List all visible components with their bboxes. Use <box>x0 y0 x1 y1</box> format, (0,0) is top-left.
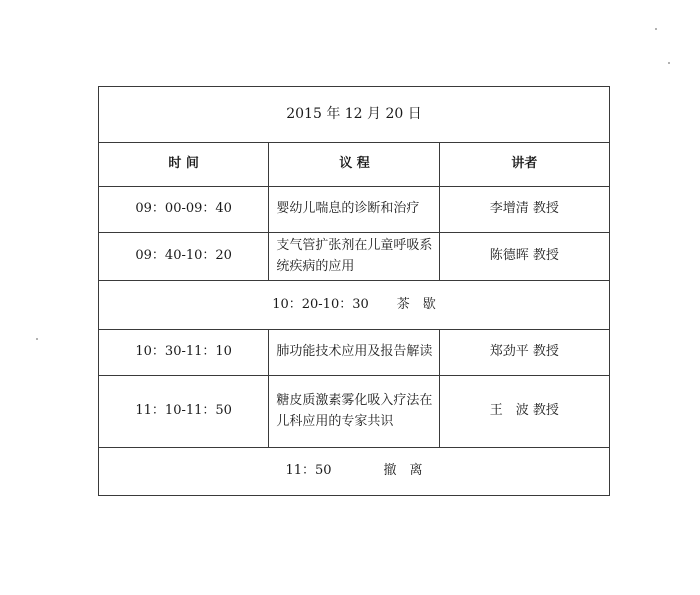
scan-speck <box>668 62 670 64</box>
session-topic: 支气管扩张剂在儿童呼吸系统疾病的应用 <box>269 233 439 281</box>
session-speaker: 李增清 教授 <box>439 187 609 233</box>
closing-time: 11：50 <box>285 463 332 479</box>
time-column-header: 时 间 <box>99 143 269 187</box>
closing-cell <box>99 448 610 496</box>
session-time: 09：40-10：20 <box>99 233 269 281</box>
session-row <box>99 376 610 448</box>
topic-column-header: 议 程 <box>269 143 439 187</box>
tea-break-row <box>99 281 610 330</box>
session-topic: 糖皮质激素雾化吸入疗法在儿科应用的专家共识 <box>269 376 439 448</box>
session-speaker: 陈德晖 教授 <box>439 233 609 281</box>
scan-speck <box>36 338 38 340</box>
closing-label: 撤 离 <box>383 463 423 479</box>
closing-row <box>99 448 610 496</box>
date-row <box>99 87 610 143</box>
header-row <box>99 143 610 187</box>
session-speaker: 王 波 教授 <box>439 376 609 448</box>
schedule-date: 2015 年 12 月 20 日 <box>99 87 610 143</box>
tea-break-cell <box>99 281 610 330</box>
session-topic: 肺功能技术应用及报告解读 <box>269 330 439 376</box>
session-row <box>99 233 610 281</box>
scan-speck <box>655 28 657 30</box>
session-time: 10：30-11：10 <box>99 330 269 376</box>
session-topic: 婴幼儿喘息的诊断和治疗 <box>269 187 439 233</box>
schedule-table <box>98 86 610 496</box>
speaker-column-header: 讲者 <box>439 143 609 187</box>
tea-break-time: 10：20-10：30 <box>272 296 369 312</box>
session-time: 11：10-11：50 <box>99 376 269 448</box>
session-row <box>99 187 610 233</box>
session-time: 09：00-09：40 <box>99 187 269 233</box>
session-speaker: 郑劲平 教授 <box>439 330 609 376</box>
tea-break-label: 茶 歇 <box>396 296 436 312</box>
session-row <box>99 330 610 376</box>
